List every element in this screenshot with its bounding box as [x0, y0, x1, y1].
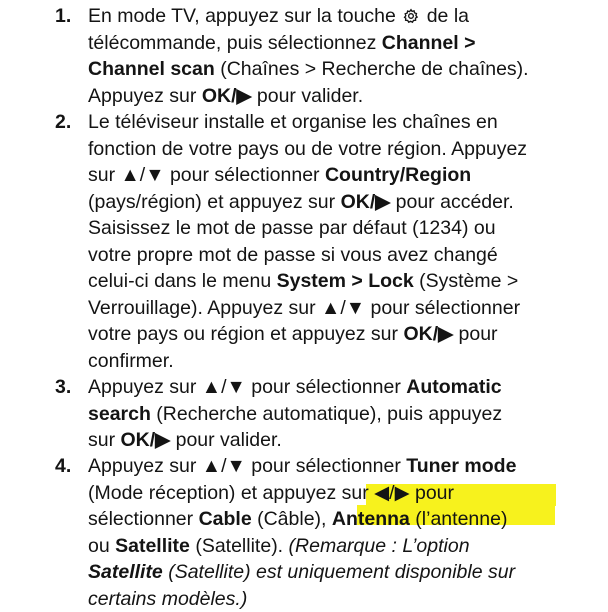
text-run: Le téléviseur installe et organise les chaînes en [88, 111, 498, 133]
text-run: fonction de votre pays ou de votre région. Appuyez [88, 138, 527, 160]
step-number: 2. [55, 109, 71, 136]
text-run: (Chaînes > Recherche de chaînes). [215, 58, 529, 80]
step-text-line [88, 480, 454, 507]
text-run: Verrouillage). Appuyez sur ▲/▼ pour sélectionner [88, 297, 520, 319]
text-run: (Recherche automatique), puis appuyez [151, 403, 502, 425]
bold-term: Satellite [115, 535, 190, 557]
bold-term: Satellite [88, 561, 163, 583]
bold-term: Antenna [332, 508, 410, 530]
step-number: 3. [55, 374, 71, 401]
bold-term: Channel > [382, 32, 476, 54]
step-text-line [88, 215, 496, 242]
step-text-line [88, 295, 520, 322]
step-text-line [88, 348, 174, 375]
bold-term: OK/▶ [121, 429, 171, 451]
bold-term: Channel scan [88, 58, 215, 80]
gear-icon [401, 5, 421, 27]
step-number: 1. [55, 3, 71, 30]
text-run: (Satellite). [190, 535, 289, 557]
text-run: sur [88, 429, 121, 451]
text-run: confirmer. [88, 350, 174, 372]
text-run: votre propre mot de passe si vous avez changé [88, 244, 498, 266]
step-number: 4. [55, 453, 71, 480]
text-run: (pays/région) et appuyez sur [88, 191, 341, 213]
bold-term: OK/▶ [341, 191, 391, 213]
text-run: Appuyez sur ▲/▼ pour sélectionner [88, 376, 406, 398]
step-text-line [88, 427, 282, 454]
text-run: pour accéder. [390, 191, 514, 213]
step-text-line [88, 401, 502, 428]
step-text-line [88, 30, 475, 57]
bold-term: search [88, 403, 151, 425]
text-run: Saisissez le mot de passe par défaut (1234) ou [88, 217, 496, 239]
text-run: pour valider. [170, 429, 282, 451]
text-run: pour valider. [251, 85, 363, 107]
text-run: pour [453, 323, 497, 345]
step-text-line [88, 374, 502, 401]
bold-term: OK/▶ [202, 85, 252, 107]
step-text-line [88, 321, 498, 348]
text-run: de la [421, 5, 469, 27]
text-run: (l’antenne) [410, 508, 508, 530]
step-text-line [88, 506, 507, 533]
text-run: Appuyez sur [88, 85, 202, 107]
text-run: (Remarque : L’option [289, 535, 470, 557]
bold-term: Automatic [406, 376, 501, 398]
bold-term: Tuner mode [406, 455, 516, 477]
text-run: (Système > [414, 270, 519, 292]
text-run: Appuyez sur ▲/▼ pour sélectionner [88, 455, 406, 477]
step-text-line [88, 559, 515, 586]
step-text-line [88, 242, 498, 269]
text-run: (Mode réception) et appuyez sur ◀/▶ pour [88, 482, 454, 504]
step-text-line [88, 3, 469, 30]
step-text-line [88, 533, 470, 560]
bold-term: Cable [199, 508, 252, 530]
text-run: En mode TV, appuyez sur la touche [88, 5, 401, 27]
text-run: télécommande, puis sélectionnez [88, 32, 382, 54]
text-run: sélectionner [88, 508, 199, 530]
bold-term: Country/Region [325, 164, 471, 186]
bold-term: System > Lock [277, 270, 414, 292]
text-run: (Satellite) est uniquement disponible sur [163, 561, 515, 583]
bold-term: OK/▶ [403, 323, 453, 345]
step-text-line [88, 83, 363, 110]
text-run: certains modèles.) [88, 588, 247, 610]
step-text-line [88, 162, 471, 189]
step-text-line [88, 109, 498, 136]
step-text-line [88, 586, 247, 612]
text-run: votre pays ou région et appuyez sur [88, 323, 403, 345]
step-text-line [88, 189, 514, 216]
step-text-line [88, 56, 529, 83]
step-text-line [88, 268, 518, 295]
step-text-line [88, 453, 516, 480]
text-run: sur ▲/▼ pour sélectionner [88, 164, 325, 186]
step-text-line [88, 136, 527, 163]
text-run: (Câble), [252, 508, 332, 530]
text-run: celui-ci dans le menu [88, 270, 277, 292]
text-run: ou [88, 535, 115, 557]
